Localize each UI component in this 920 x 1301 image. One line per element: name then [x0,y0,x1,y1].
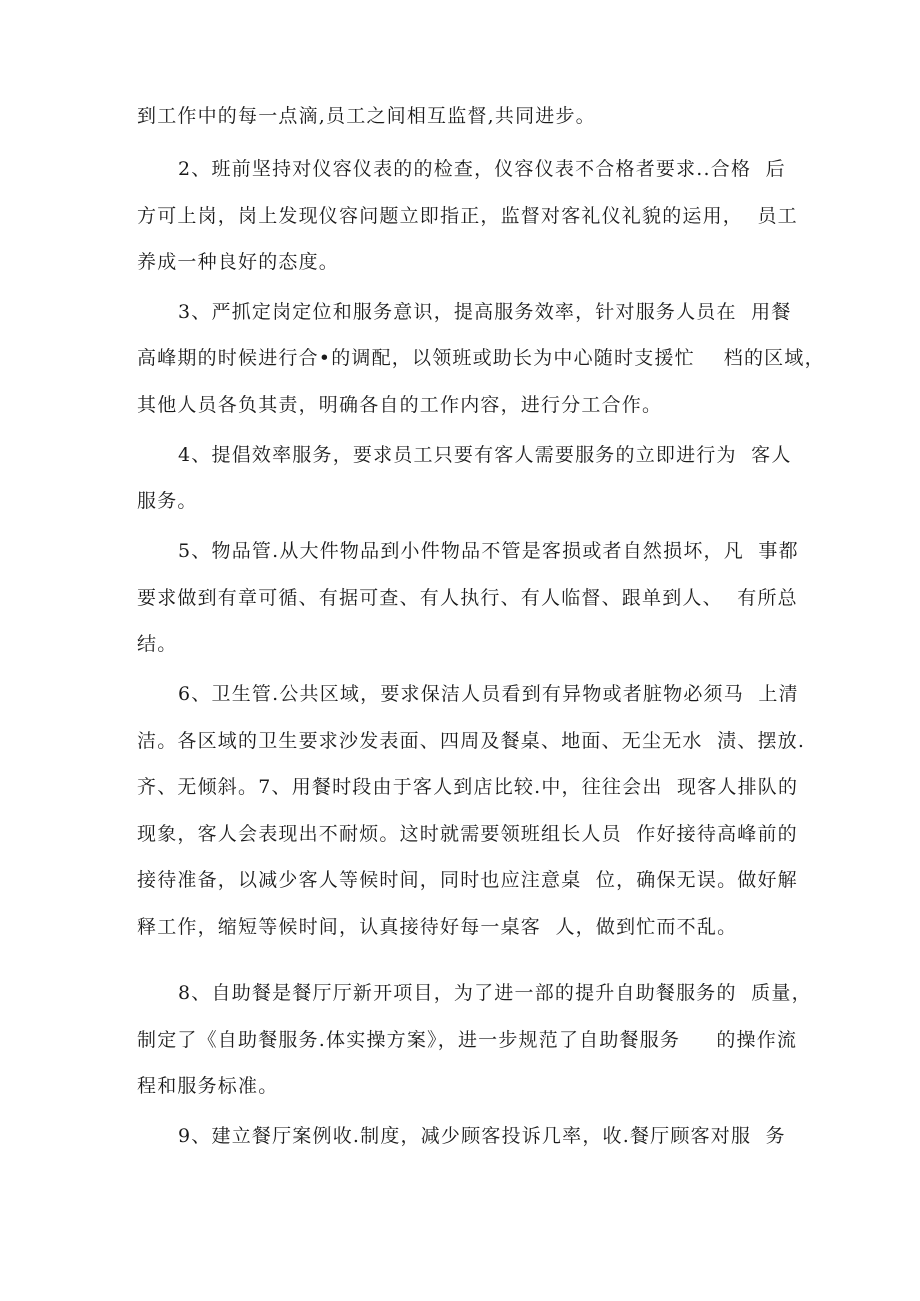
text-line-17: 接待准备，以减少客人等候时间，同时也应注意桌 位，确保无误。做好解 [137,869,798,891]
text-line-22: 9、建立餐厅案例收.制度，减少顾客投诉几率，收.餐厅顾客对服 务 [178,1125,786,1147]
text-line-14: 洁。各区域的卫生要求沙发表面、四周及餐桌、地面、无尘无水 渍、摆放. [137,730,806,752]
text-line-16: 现象，客人会表现出不耐烦。这时就需要领班组长人员 作好接待高峰前的 [137,823,798,845]
text-line-5: 3、严抓定岗定位和服务意识，提高服务效率，针对服务人员在 用餐 [178,301,792,323]
text-line-6: 高峰期的时候进行合•的调配，以领班或助长为中心随时支援忙 档的区域， [137,347,825,369]
text-line-7: 其他人员各负其责，明确各自的工作内容，进行分工合作。 [137,394,663,416]
text-line-19: 8、自助餐是餐厅厅新开项目，为了进一部的提升自助餐服务的 质量， [178,982,812,1004]
text-line-4: 养成一种良好的态度。 [137,251,340,273]
text-line-21: 程和服务标准。 [137,1075,279,1097]
text-line-15: 齐、无倾斜。7、用餐时段由于客人到店比较.中，往往会出 现客人排队的 [137,776,799,798]
text-line-8: 4、提倡效率服务，要求员工只要有客人需要服务的立即进行为 客人 [178,444,792,466]
text-line-20: 制定了《自助餐服务.体实操方案》，进一步规范了自助餐服务 的操作流 [137,1029,798,1051]
text-line-3: 方可上岗，岗上发现仪容问题立即指正，监督对客礼仪礼貌的运用， 员工 [137,205,798,227]
text-line-13: 6、卫生管.公共区域，要求保洁人员看到有异物或者脏物必须马 上清 [178,683,799,705]
text-line-12: 结。 [137,633,178,655]
text-line-11: 要求做到有章可循、有据可查、有人执行、有人临督、跟单到人、 有所总 [137,587,798,609]
text-line-1: 到工作中的每一点滴,员工之间相互监督,共同进步。 [137,105,596,127]
text-line-10: 5、物品管.从大件物品到小件物品不管是客损或者自然损坏，凡 事都 [178,540,799,562]
text-line-2: 2、班前坚持对仪容仪表的的检查，仪容仪表不合格者要求..合格 后 [178,158,786,180]
text-line-9: 服务。 [137,490,198,512]
text-line-18: 释工作，缩短等候时间，认真接待好每一桌客 人，做到忙而不乱。 [137,916,738,938]
